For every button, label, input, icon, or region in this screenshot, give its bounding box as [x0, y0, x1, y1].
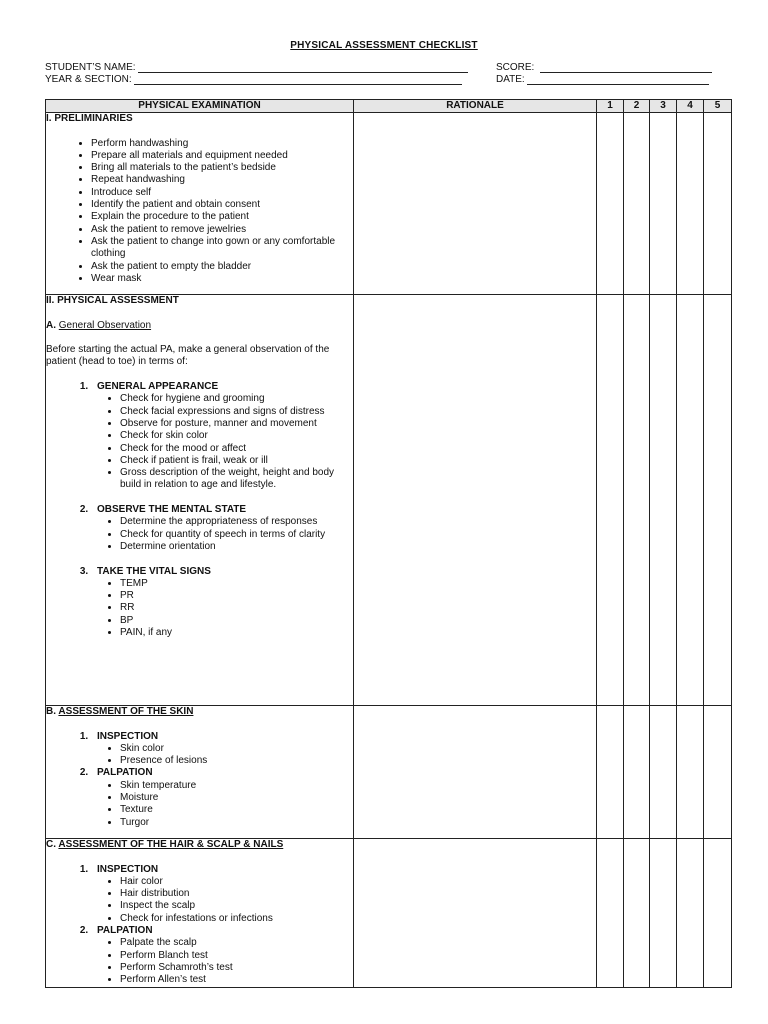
list-item: • Texture: [120, 804, 353, 816]
score-row: [496, 62, 712, 73]
rationale-cell[interactable]: [354, 113, 597, 295]
hair-assessment-heading: [46, 839, 353, 851]
date-label: DATE:: [496, 74, 525, 85]
bullet-list: [97, 743, 353, 768]
col-header-2: 2: [624, 100, 650, 113]
group-heading: GENERAL APPEARANCE: [97, 381, 219, 393]
year-section-label: YEAR & SECTION:: [45, 74, 132, 85]
date-field[interactable]: [527, 74, 709, 85]
list-item: • Ask the patient to empty the bladder: [91, 261, 353, 273]
list-item: • Check facial expressions and signs of distress: [120, 406, 353, 418]
list-item: • Gross description of the weight, height and body build in relation to age and lifestyle.: [120, 467, 353, 492]
score-cell-3[interactable]: [650, 113, 677, 295]
list-item: • Check for quantity of speech in terms of clarity: [120, 529, 353, 541]
general-observation-title: General Observation: [58, 319, 152, 331]
col-header-3: 3: [650, 100, 677, 113]
col-header-4: 4: [677, 100, 704, 113]
skin-assessment-heading: [46, 706, 353, 718]
list-item: [91, 864, 353, 925]
physical-assessment-title: II. PHYSICAL ASSESSMENT: [46, 295, 179, 306]
document-title: PHYSICAL ASSESSMENT CHECKLIST: [290, 40, 478, 51]
score-label: SCORE:: [496, 62, 535, 73]
list-item: • Inspect the scalp: [120, 900, 353, 912]
list-item: • Determine orientation: [120, 541, 353, 553]
col-header-1: 1: [597, 100, 624, 113]
list-item: • RR: [120, 602, 353, 614]
section-prefix: B.: [46, 706, 59, 717]
list-item: • Determine the appropriateness of responses: [120, 516, 353, 528]
score-cell-1[interactable]: [597, 113, 624, 295]
score-cell-2[interactable]: [624, 839, 650, 988]
list-item: • Palpate the scalp: [120, 937, 353, 949]
score-cell-5[interactable]: [704, 113, 732, 295]
student-name-row: [45, 62, 468, 73]
group-heading: INSPECTION: [97, 863, 159, 875]
skin-assessment-cell: [46, 706, 354, 839]
list-item: • Perform Schamroth’s test: [120, 962, 353, 974]
date-row: [496, 74, 709, 85]
score-cell-2[interactable]: [624, 706, 650, 839]
list-item: • Explain the procedure to the patient: [91, 211, 353, 223]
score-cell-4[interactable]: [677, 295, 704, 706]
list-item: [91, 731, 353, 768]
group-heading: PALPATION: [97, 925, 153, 937]
list-item: • Check for hygiene and grooming: [120, 393, 353, 405]
preliminaries-cell: [46, 113, 354, 295]
list-item: • Identify the patient and obtain consent: [91, 199, 353, 211]
numbered-list: [46, 731, 353, 829]
list-item: • Turgor: [120, 817, 353, 829]
list-item: • Perform handwashing: [91, 138, 353, 150]
group-heading: OBSERVE THE MENTAL STATE: [97, 504, 247, 516]
list-item: • Presence of lesions: [120, 755, 353, 767]
hair-assessment-cell: [46, 839, 354, 988]
numbered-list: [46, 864, 353, 987]
table-header-row: [46, 100, 732, 113]
score-cell-2[interactable]: [624, 113, 650, 295]
score-cell-4[interactable]: [677, 113, 704, 295]
year-section-row: [45, 74, 462, 85]
preliminaries-list: [46, 138, 353, 286]
score-cell-1[interactable]: [597, 839, 624, 988]
bullet-list: [97, 393, 353, 491]
bullet-list: [97, 937, 353, 986]
list-item: • Ask the patient to change into gown or any comfortable clothing: [91, 236, 353, 261]
list-item: • Wear mask: [91, 273, 353, 285]
score-cell-2[interactable]: [624, 295, 650, 706]
list-item: [91, 925, 353, 986]
subsection-prefix: A.: [46, 319, 59, 331]
group-heading: INSPECTION: [97, 730, 159, 742]
list-item: • Hair distribution: [120, 888, 353, 900]
table-row: [46, 295, 732, 706]
score-cell-3[interactable]: [650, 706, 677, 839]
col-header-rationale: RATIONALE: [354, 100, 597, 113]
bullet-list: [97, 780, 353, 829]
score-cell-5[interactable]: [704, 706, 732, 839]
list-item: • Ask the patient to remove jewelries: [91, 224, 353, 236]
student-name-field[interactable]: [138, 62, 468, 73]
score-cell-1[interactable]: [597, 706, 624, 839]
list-item: • Check if patient is frail, weak or ill: [120, 455, 353, 467]
group-heading: TAKE THE VITAL SIGNS: [97, 565, 211, 577]
list-item: • TEMP: [120, 578, 353, 590]
score-cell-4[interactable]: [677, 706, 704, 839]
list-item: • Observe for posture, manner and movement: [120, 418, 353, 430]
list-item: • Check for the mood or affect: [120, 443, 353, 455]
checklist-table: [45, 99, 732, 988]
score-cell-1[interactable]: [597, 295, 624, 706]
physical-assessment-cell: [46, 295, 354, 706]
list-item: [91, 566, 353, 640]
rationale-cell[interactable]: [354, 295, 597, 706]
numbered-list: [46, 381, 353, 639]
list-item: • Bring all materials to the patient’s bedside: [91, 162, 353, 174]
skin-assessment-title: ASSESSMENT OF THE SKIN: [58, 706, 194, 717]
general-observation-intro: Before starting the actual PA, make a general observation of the patient (head to toe) in terms of:: [46, 344, 330, 368]
list-item: • Introduce self: [91, 187, 353, 199]
list-item: [91, 381, 353, 504]
list-item: • PR: [120, 590, 353, 602]
group-heading: PALPATION: [97, 767, 153, 779]
score-cell-3[interactable]: [650, 839, 677, 988]
list-item: • Hair color: [120, 876, 353, 888]
list-item: • Skin temperature: [120, 780, 353, 792]
bullet-list: [97, 516, 353, 553]
section-prefix: C.: [46, 839, 59, 850]
list-item: • Perform Allen’s test: [120, 974, 353, 986]
list-item: • PAIN, if any: [120, 627, 353, 639]
list-item: [91, 504, 353, 565]
score-cell-4[interactable]: [677, 839, 704, 988]
year-section-field[interactable]: [134, 74, 462, 85]
preliminaries-title: I. PRELIMINARIES: [46, 113, 133, 124]
score-field[interactable]: [540, 62, 712, 73]
list-item: • BP: [120, 615, 353, 627]
list-item: • Moisture: [120, 792, 353, 804]
list-item: • Check for infestations or infections: [120, 913, 353, 925]
score-cell-3[interactable]: [650, 295, 677, 706]
list-item: • Perform Blanch test: [120, 950, 353, 962]
hair-assessment-title: ASSESSMENT OF THE HAIR & SCALP & NAILS: [58, 839, 284, 850]
list-item: • Check for skin color: [120, 430, 353, 442]
col-header-5: 5: [704, 100, 732, 113]
rationale-cell[interactable]: [354, 706, 597, 839]
table-row: [46, 839, 732, 988]
list-item: • Prepare all materials and equipment needed: [91, 150, 353, 162]
score-cell-5[interactable]: [704, 295, 732, 706]
list-item: • Skin color: [120, 743, 353, 755]
table-row: [46, 113, 732, 295]
bullet-list: [97, 578, 353, 639]
list-item: • Repeat handwashing: [91, 174, 353, 186]
col-header-exam: PHYSICAL EXAMINATION: [46, 100, 354, 113]
table-row: [46, 706, 732, 839]
list-item: [91, 767, 353, 828]
bullet-list: [97, 876, 353, 925]
student-name-label: STUDENT’S NAME:: [45, 62, 136, 73]
rationale-cell[interactable]: [354, 839, 597, 988]
general-observation-heading: [46, 320, 353, 332]
score-cell-5[interactable]: [704, 839, 732, 988]
